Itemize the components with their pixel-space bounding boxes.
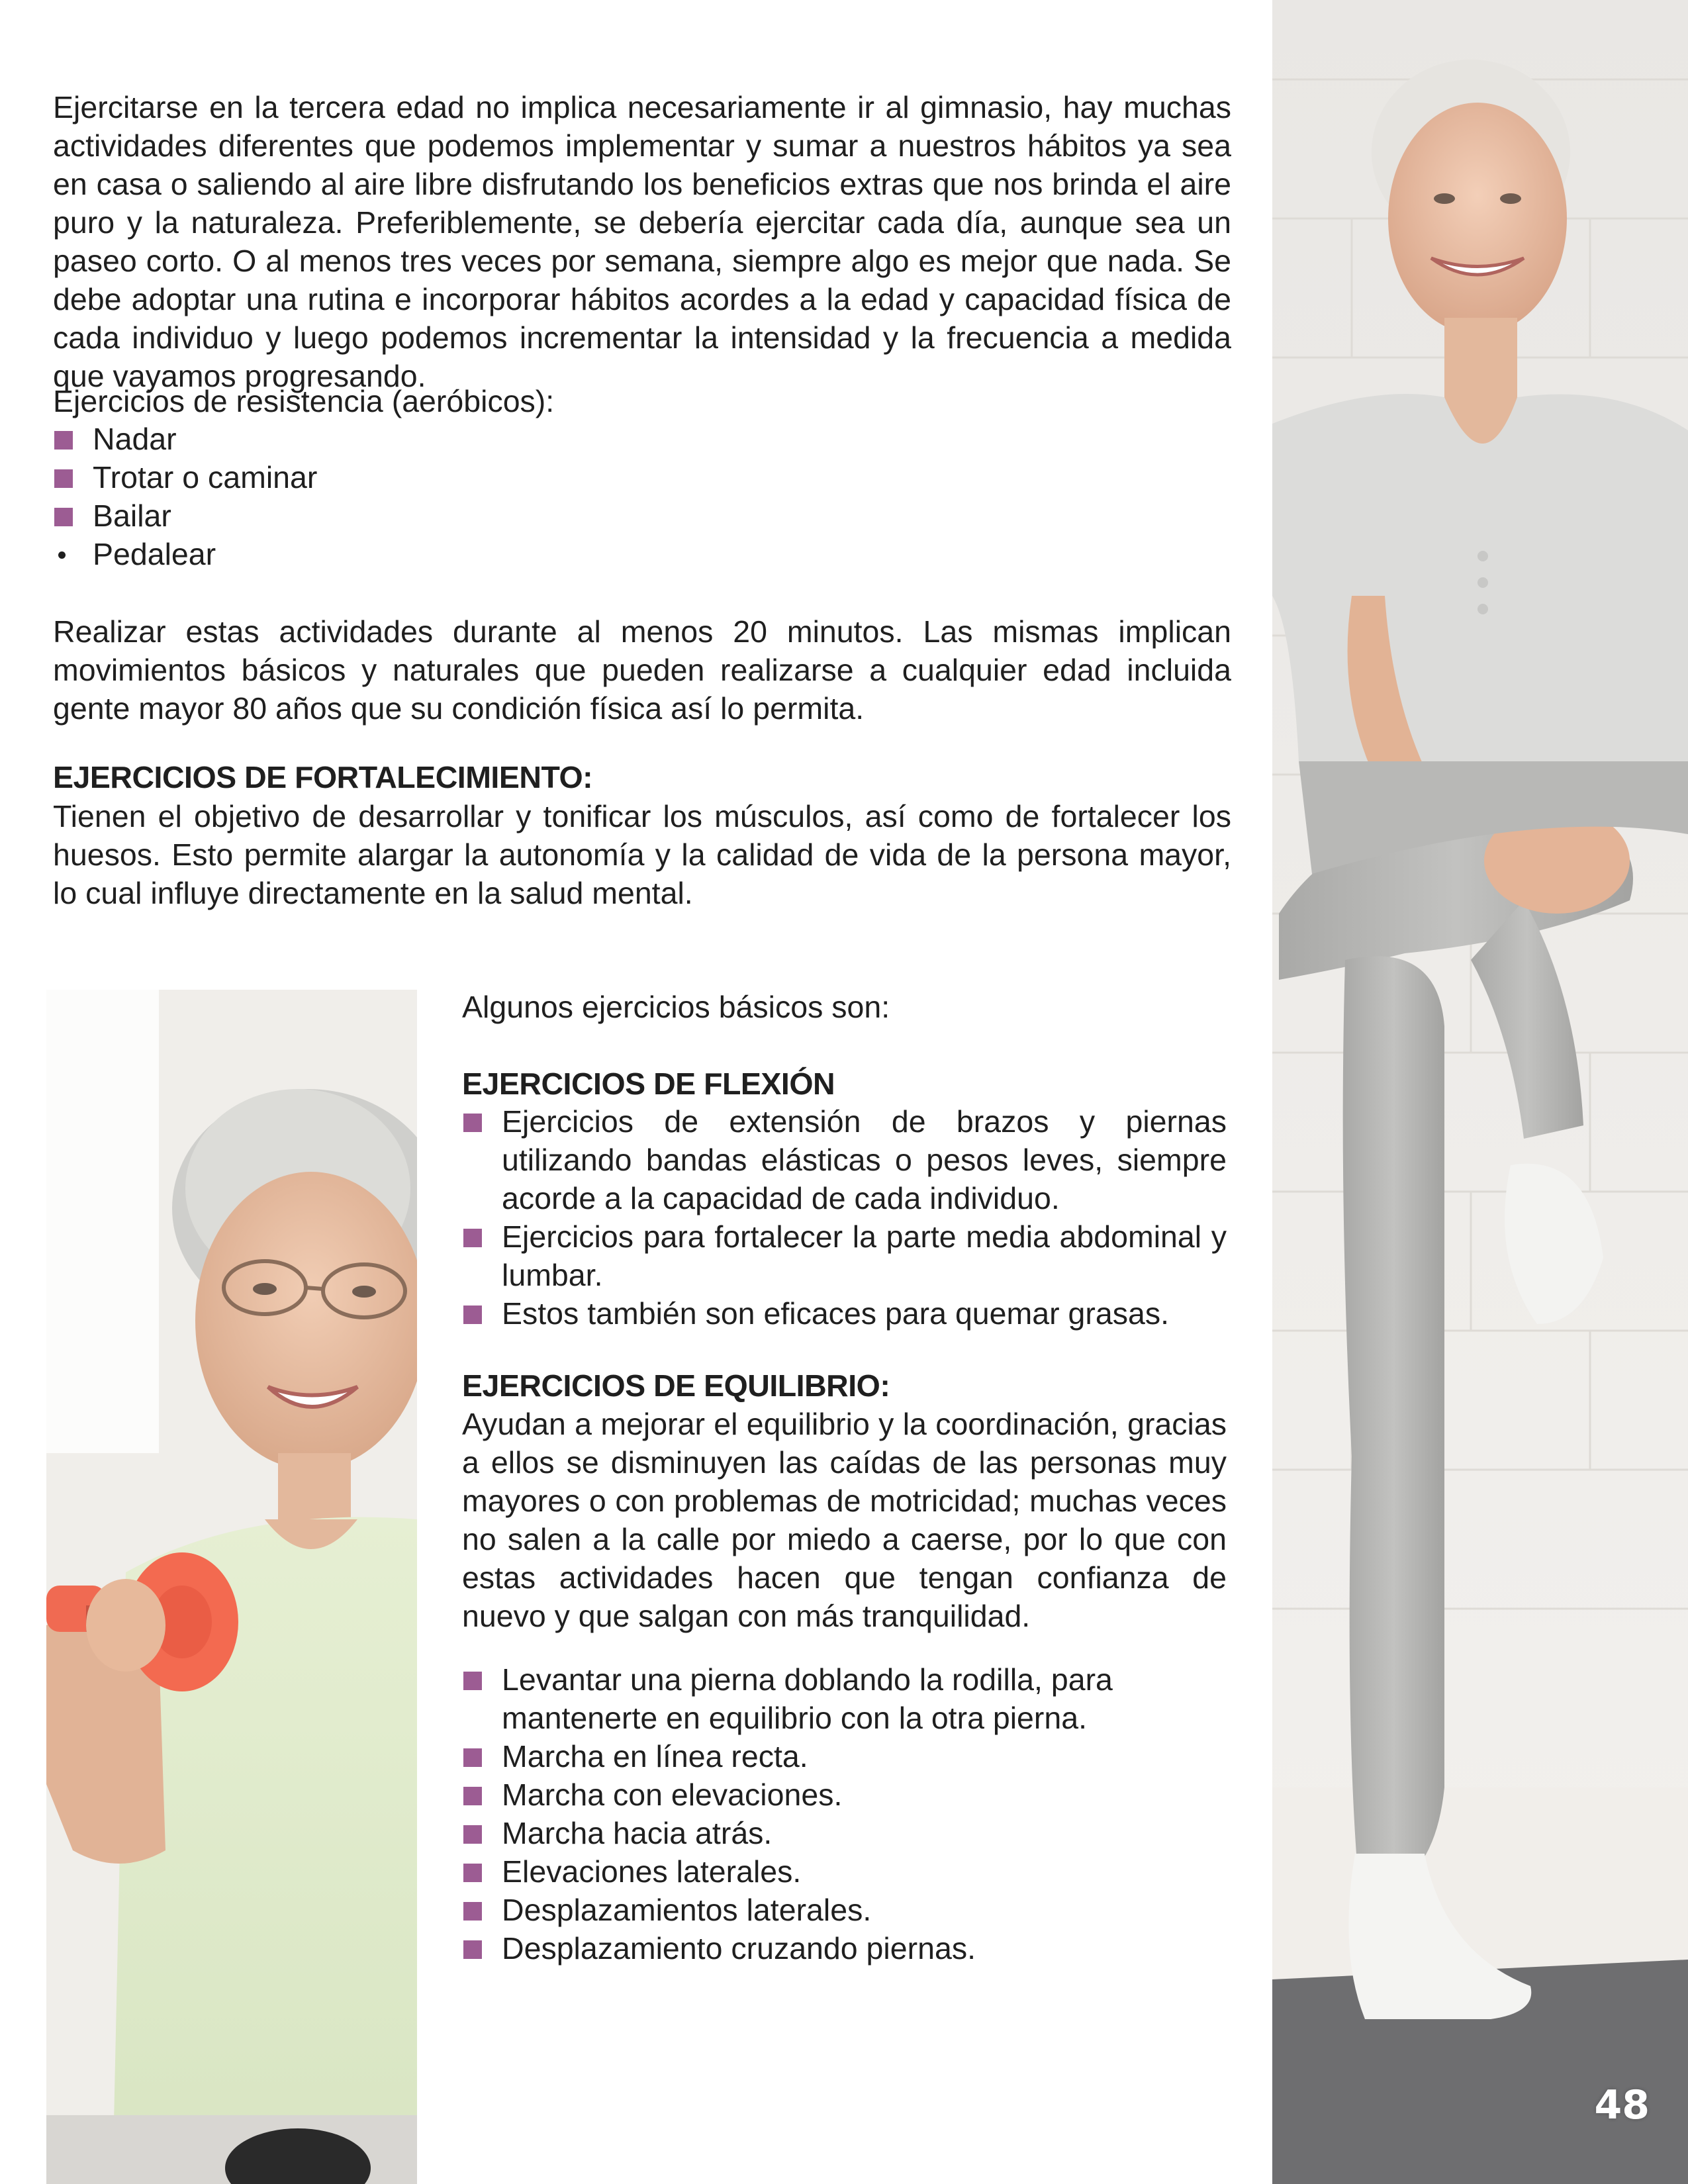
woman-with-dumbbell-photo bbox=[46, 990, 417, 2184]
square-bullet-icon bbox=[54, 469, 73, 488]
list-item: Marcha en línea recta. bbox=[462, 1737, 1227, 1776]
list-item: Estos también son eficaces para quemar grasas. bbox=[462, 1294, 1227, 1333]
basicos-intro: Algunos ejercicios básicos son: bbox=[462, 990, 890, 1024]
square-bullet-icon bbox=[463, 1902, 482, 1921]
fortalecimiento-paragraph: Tienen el objetivo de desarrollar y tonificar los músculos, así como de fortalecer los huesos. Esto permite alargar la autonomía y la calidad de vida de la persona mayor, lo cual influye directamente en la salud mental. bbox=[53, 799, 1231, 910]
list-item: Marcha con elevaciones. bbox=[462, 1776, 1227, 1814]
list-item: Ejercicios para fortalecer la parte media abdominal y lumbar. bbox=[462, 1217, 1227, 1294]
list-item: Marcha hacia atrás. bbox=[462, 1814, 1227, 1852]
list-item: Desplazamientos laterales. bbox=[462, 1891, 1227, 1929]
fortalecimiento-heading: EJERCICIOS DE FORTALECIMIENTO: bbox=[53, 760, 593, 794]
list-item: Ejercicios de extensión de brazos y piernas utilizando bandas elásticas o pesos leves, siempre acorde a la capacidad de cada individuo. bbox=[462, 1102, 1227, 1217]
page-number: 48 bbox=[1594, 2082, 1650, 2128]
square-bullet-icon bbox=[463, 1748, 482, 1767]
aerobic-list-title: Ejercicios de resistencia (aeróbicos): bbox=[53, 384, 555, 418]
flexion-list bbox=[462, 1102, 1227, 1333]
realizar-paragraph: Realizar estas actividades durante al menos 20 minutos. Las mismas implican movimientos básicos y naturales que pueden realizarse a cualquier edad incluida gente mayor 80 años que su condición física así lo permita. bbox=[53, 614, 1231, 726]
square-bullet-icon bbox=[463, 1825, 482, 1844]
list-item: Elevaciones laterales. bbox=[462, 1852, 1227, 1891]
woman-balancing-photo bbox=[1272, 0, 1688, 2184]
equilibrio-heading: EJERCICIOS DE EQUILIBRIO: bbox=[462, 1368, 890, 1403]
square-bullet-icon bbox=[463, 1229, 482, 1247]
square-bullet-icon bbox=[463, 1864, 482, 1882]
flexion-heading: EJERCICIOS DE FLEXIÓN bbox=[462, 1067, 835, 1101]
list-item: Desplazamiento cruzando piernas. bbox=[462, 1929, 1227, 1968]
square-bullet-icon bbox=[463, 1787, 482, 1805]
round-bullet-icon bbox=[58, 551, 66, 559]
square-bullet-icon bbox=[463, 1306, 482, 1324]
square-bullet-icon bbox=[463, 1672, 482, 1690]
list-item: Trotar o caminar bbox=[53, 458, 649, 497]
aerobic-list bbox=[53, 420, 649, 573]
list-item: Bailar bbox=[53, 497, 649, 535]
equilibrio-list bbox=[462, 1660, 1227, 1968]
list-item: Nadar bbox=[53, 420, 649, 458]
square-bullet-icon bbox=[463, 1940, 482, 1959]
square-bullet-icon bbox=[463, 1114, 482, 1132]
list-item: Pedalear bbox=[53, 535, 649, 573]
intro-paragraph: Ejercitarse en la tercera edad no implica necesariamente ir al gimnasio, hay muchas actividades diferentes que podemos implementar y sumar a nuestros hábitos ya sea en casa o saliendo al aire libre disfrutando los beneficios extras que nos brinda el aire puro y la naturaleza. Preferiblemente, se debería ejercitar cada día, aunque sea un paseo corto. O al menos tres veces por semana, siempre algo es mejor que nada. Se debe adoptar una rutina e incorporar hábitos acordes a la edad y capacidad física de cada individuo y luego podemos incrementar la intensidad y la frecuencia a medida que vayamos progresando. bbox=[53, 90, 1231, 393]
square-bullet-icon bbox=[54, 431, 73, 450]
list-item: Levantar una pierna doblando la rodilla, para mantenerte en equilibrio con la otra pierna. bbox=[462, 1660, 1227, 1737]
equilibrio-paragraph: Ayudan a mejorar el equilibrio y la coordinación, gracias a ellos se disminuyen las caídas de las personas muy mayores o con problemas de motricidad; muchas veces no salen a la calle por miedo a caerse, por lo que con estas actividades hacen que tengan confianza de nuevo y que salgan con más tranquilidad. bbox=[462, 1407, 1227, 1633]
square-bullet-icon bbox=[54, 508, 73, 526]
